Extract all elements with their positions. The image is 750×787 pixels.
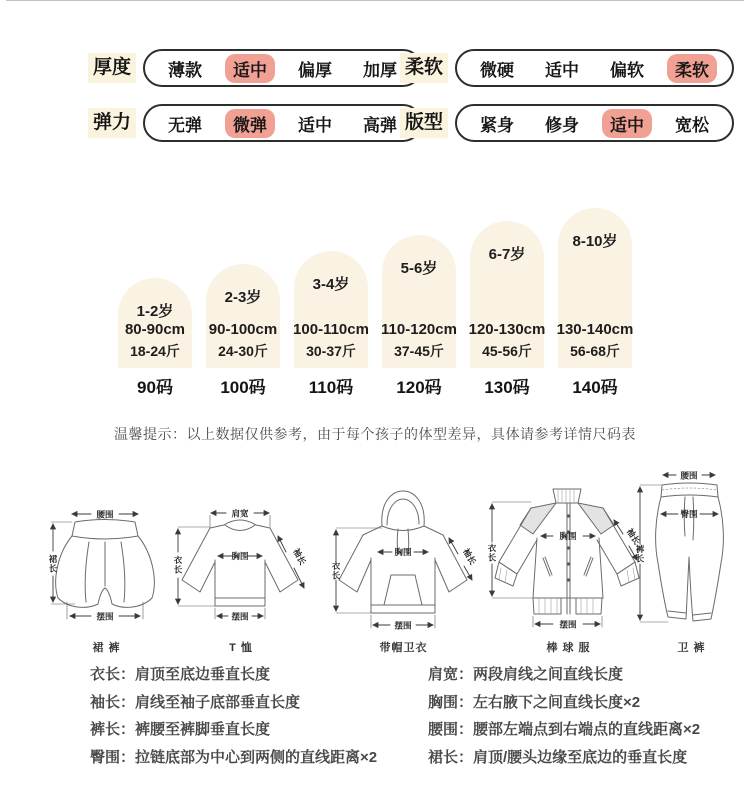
culottes-caption: 裙裤: [92, 642, 125, 654]
definition-line: [428, 661, 700, 689]
size-code: 110码: [308, 378, 354, 397]
definition-line: [428, 744, 700, 772]
definition-desc: 腰部左端点到右端点的直线距离×2: [473, 721, 701, 738]
definition-desc: 拉链底部为中心到两侧的直线距离×2: [135, 748, 378, 766]
sweatpants-caption: 卫裤: [677, 642, 710, 654]
size-code: 140码: [572, 378, 618, 397]
definition-desc: 两段肩线之间直线长度: [473, 666, 624, 683]
skirt-length-label: 裙长: [48, 554, 58, 574]
age-range: 3-4岁: [312, 276, 350, 293]
top-divider: [6, 0, 744, 1]
attr-label-thickness: 厚度: [88, 53, 136, 84]
hem-label: 摆围: [96, 611, 114, 622]
height-range: 110-120cm: [381, 321, 457, 338]
height-range: 80-90cm: [124, 321, 186, 338]
elasticity-option: 适中: [298, 115, 333, 135]
softness-option: 柔软: [667, 54, 717, 83]
size-column-100: [206, 264, 280, 368]
age-range: 5-6岁: [400, 260, 438, 277]
garment-diagrams: [40, 470, 742, 655]
body-length-label: 衣长: [173, 555, 183, 575]
definition-desc: 肩线至袖子底部垂直长度: [135, 693, 301, 711]
sleeve-label: 袖长: [624, 526, 643, 547]
hem-label: 摆围: [394, 620, 412, 631]
definition-term: 裙长：: [428, 748, 474, 766]
softness-option: 微硬: [480, 60, 515, 80]
culottes-item: [45, 496, 167, 655]
size-code: 90码: [137, 378, 173, 397]
weight-range: 30-37斤: [306, 343, 356, 359]
attr-group-thickness: [88, 49, 422, 87]
hem-label: 摆围: [231, 611, 249, 622]
thickness-options: [143, 49, 422, 87]
age-range: 1-2岁: [136, 303, 174, 320]
attr-label-fit: 版型: [400, 108, 448, 139]
definition-line: [428, 689, 700, 717]
elasticity-option: 高弹: [363, 115, 398, 135]
fit-option: 宽松: [675, 115, 710, 135]
hip-label: 臀围: [680, 509, 698, 519]
fit-options: [455, 104, 734, 142]
definition-line: [90, 661, 377, 689]
sweatpants-item: [632, 464, 750, 655]
definition-line: [428, 716, 700, 744]
elasticity-option: 微弹: [225, 109, 275, 138]
thickness-option: 薄款: [168, 60, 203, 80]
thickness-option: 适中: [225, 54, 275, 83]
chest-label: 胸围: [559, 531, 577, 541]
height-range: 130-140cm: [556, 321, 634, 338]
softness-option: 适中: [545, 60, 580, 80]
shoulder-label: 肩宽: [231, 508, 249, 519]
definition-desc: 裤腰至裤脚垂直长度: [135, 721, 271, 738]
weight-range: 18-24斤: [130, 343, 180, 359]
baseball-jacket-caption: 棒球服: [546, 642, 595, 654]
definition-desc: 肩顶至底边垂直长度: [135, 666, 271, 683]
hoodie-item: [328, 478, 478, 655]
attr-label-elasticity: 弹力: [88, 108, 136, 139]
weight-range: 45-56斤: [482, 343, 532, 359]
thickness-option: 偏厚: [298, 60, 333, 80]
softness-options: [455, 49, 734, 87]
waist-label: 腰围: [96, 509, 114, 520]
height-range: 100-110cm: [293, 321, 369, 338]
attr-label-softness: 柔软: [400, 53, 448, 84]
fit-option: 修身: [545, 115, 580, 135]
height-range: 90-100cm: [208, 321, 278, 338]
body-length-label: 衣长: [331, 561, 341, 581]
size-code: 120码: [396, 378, 442, 397]
size-column-110: [294, 251, 368, 368]
definition-term: 裤长：: [90, 721, 136, 738]
definition-term: 衣长：: [90, 666, 136, 683]
definition-term: 胸围：: [428, 693, 474, 711]
hem-label: 摆围: [559, 619, 577, 630]
size-column-120: [382, 235, 456, 368]
tshirt-caption: T恤: [229, 642, 257, 654]
culottes-diagram: [45, 496, 167, 636]
height-range: 120-130cm: [468, 321, 546, 338]
fit-option: 适中: [602, 109, 652, 138]
elasticity-options: [143, 104, 422, 142]
size-chart: [118, 208, 632, 368]
definition-term: 臀围：: [90, 748, 136, 766]
sweatpants-diagram: [632, 464, 750, 636]
weight-range: 37-45斤: [394, 343, 444, 359]
waist-label: 腰围: [680, 470, 698, 481]
tshirt-item: [168, 496, 313, 655]
pants-length-label: 裤长: [635, 544, 645, 564]
size-column-140: [558, 208, 632, 368]
attr-row-2: [0, 104, 750, 144]
size-code: 100码: [220, 378, 266, 397]
definition-term: 袖长：: [90, 693, 136, 711]
baseball-jacket-item: [487, 474, 649, 655]
baseball-jacket-diagram: [487, 474, 649, 636]
age-range: 2-3岁: [224, 289, 262, 306]
definition-line: [90, 716, 377, 744]
size-note: 温馨提示：以上数据仅供参考，由于每个孩子的体型差异，具体请参考详情尺码表: [114, 426, 636, 442]
weight-range: 56-68斤: [570, 343, 620, 359]
tshirt-diagram: [168, 496, 313, 636]
definitions-left: [90, 661, 377, 771]
size-column-90: [118, 278, 192, 368]
chest-label: 胸围: [231, 551, 249, 561]
definitions-right: [428, 661, 700, 771]
size-codes-row: [118, 373, 632, 398]
fit-option: 紧身: [480, 115, 515, 135]
size-code: 130码: [484, 378, 530, 397]
weight-range: 24-30斤: [218, 343, 268, 359]
softness-option: 偏软: [610, 60, 645, 80]
definition-term: 腰围：: [428, 721, 474, 738]
attr-group-fit: [400, 104, 734, 142]
elasticity-option: 无弹: [168, 115, 203, 135]
thickness-option: 加厚: [363, 60, 398, 80]
hoodie-caption: 带帽卫衣: [379, 642, 428, 654]
sleeve-label: 袖长: [461, 546, 478, 567]
body-length-label: 衣长: [487, 543, 497, 563]
attr-group-softness: [400, 49, 734, 87]
age-range: 8-10岁: [572, 233, 618, 250]
definition-line: [90, 744, 377, 772]
chest-label: 胸围: [394, 547, 412, 557]
definition-desc: 左右腋下之间直线长度×2: [473, 693, 641, 711]
hoodie-diagram: [328, 478, 478, 636]
attr-row-1: [0, 49, 750, 89]
age-range: 6-7岁: [488, 246, 526, 263]
attr-group-elasticity: [88, 104, 422, 142]
sleeve-label: 袖长: [291, 546, 309, 567]
definition-desc: 肩顶/腰头边缘至底边的垂直长度: [473, 748, 688, 766]
definition-line: [90, 689, 377, 717]
size-column-130: [470, 221, 544, 368]
definition-term: 肩宽：: [428, 666, 474, 683]
